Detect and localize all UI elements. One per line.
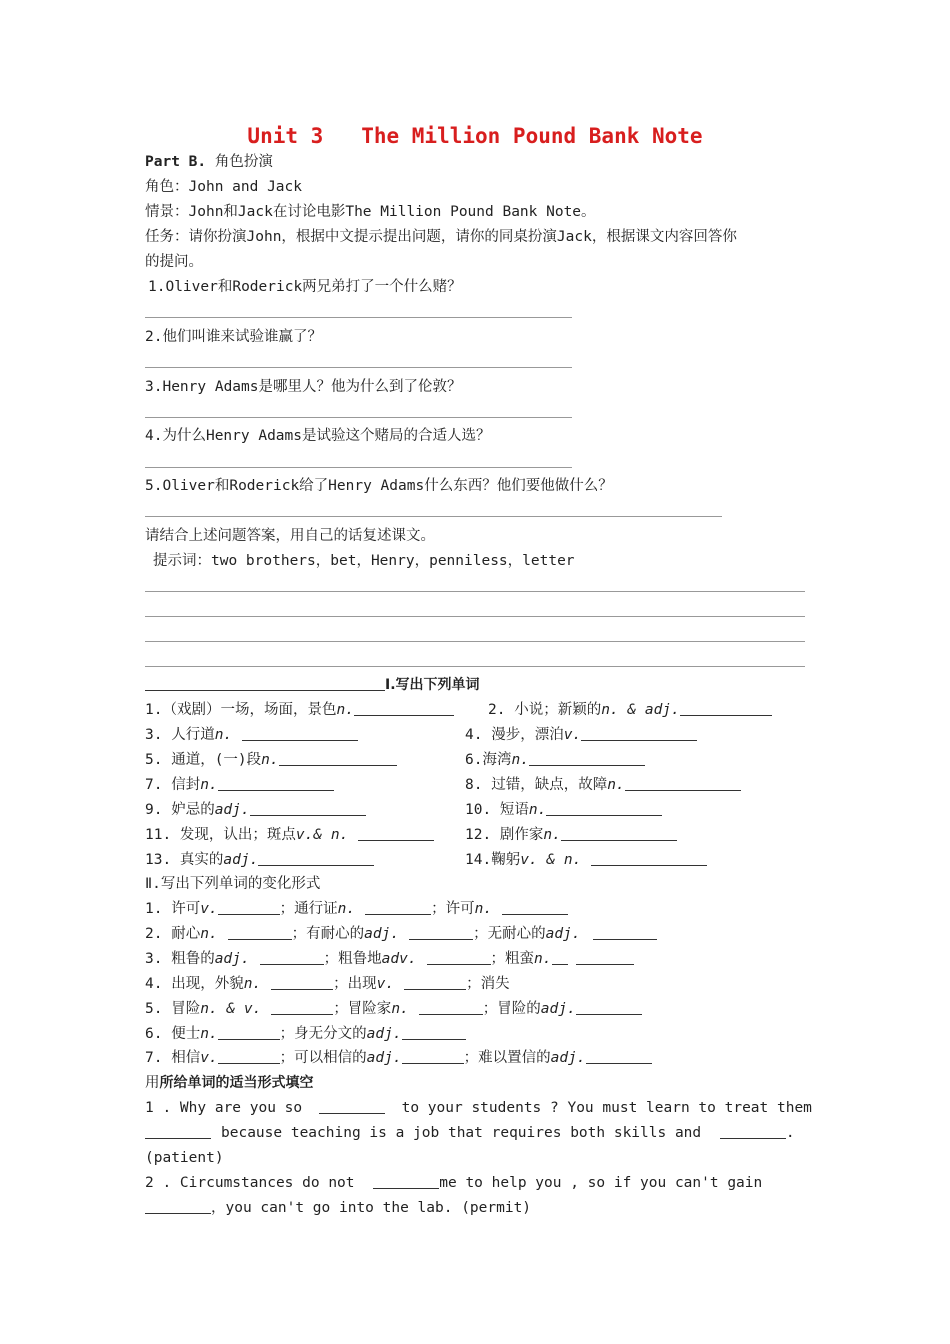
q2-blank-1[interactable] — [373, 1174, 439, 1189]
form-prompt: ；消失 — [466, 976, 510, 992]
form-pos: n. — [243, 976, 262, 992]
form-pos: adj. — [550, 1050, 586, 1066]
q2-blank-2[interactable] — [145, 1199, 211, 1214]
answer-line-5[interactable] — [145, 516, 722, 517]
question-3: 3.Henry Adams是哪里人？他为什么到了伦敦？ — [145, 379, 462, 395]
blank-12[interactable] — [561, 826, 677, 841]
q1-blank-1[interactable] — [319, 1099, 385, 1114]
word-item-9 — [145, 800, 366, 820]
form-row-2 — [145, 924, 657, 944]
page-title: Unit 3 The Million Pound Bank Note — [247, 124, 703, 148]
form-row-3 — [145, 949, 634, 969]
form-blank[interactable] — [271, 975, 333, 990]
word-prompt-14: 14.鞠躬 — [465, 852, 521, 868]
question-1: 1.Oliver和Roderick两兄弟打了一个什么赌？ — [148, 279, 462, 295]
blank-10[interactable] — [546, 801, 662, 816]
word-item-12 — [465, 825, 677, 845]
word-pos-6: n. — [511, 752, 529, 768]
word-prompt-4: 4. 漫步，漂泊 — [465, 727, 564, 743]
form-pos: adj. — [545, 926, 581, 942]
form-prompt: 3. 粗鲁的 — [145, 951, 215, 967]
form-pos: n. — [534, 951, 552, 967]
task-line-1: 任务：请你扮演John，根据中文提示提出问题，请你的同桌扮演Jack，根据课文内容回答你 — [145, 229, 737, 245]
scene-line: 情景：John和Jack在讨论电影The Million Pound Bank Note。 — [145, 204, 596, 220]
retell-line-2[interactable] — [145, 616, 805, 617]
q1-text-c: because teaching is a job that requires both skills and — [221, 1125, 702, 1141]
word-item-10 — [465, 800, 662, 820]
word-pos-11: v.& n. — [295, 827, 349, 843]
form-prompt: ；难以置信的 — [463, 1050, 551, 1066]
form-blank[interactable] — [427, 950, 491, 965]
word-item-4 — [465, 725, 697, 745]
word-item-7 — [145, 775, 334, 795]
question-2: 2.他们叫谁来试验谁赢了？ — [145, 329, 322, 345]
form-pos: v. — [200, 901, 218, 917]
q2-text-c: ，you can't go into the lab. (permit) — [211, 1200, 532, 1216]
form-prompt: ；粗蛮 — [490, 951, 535, 967]
answer-line-4[interactable] — [145, 467, 572, 468]
form-blank[interactable] — [404, 975, 466, 990]
form-pos: n. — [200, 1026, 218, 1042]
form-blank[interactable] — [502, 900, 568, 915]
form-pos: n. — [200, 926, 218, 942]
form-blank[interactable] — [552, 950, 568, 965]
blank-11[interactable] — [358, 826, 434, 841]
form-prompt: ；身无分文的 — [279, 1026, 367, 1042]
hint-words: 提示词：two brothers，bet，Henry，penniless，letter — [153, 553, 575, 569]
word-pos-13: adj. — [223, 852, 259, 868]
section-3-heading-prefix: 用 — [145, 1075, 160, 1091]
form-pos: n. & v. — [200, 1001, 262, 1017]
form-blank[interactable] — [576, 950, 634, 965]
word-prompt-11: 11. 发现，认出；斑点 — [145, 827, 296, 843]
form-row-5 — [145, 999, 642, 1019]
form-prompt: ；出现 — [333, 976, 377, 992]
form-blank[interactable] — [260, 950, 324, 965]
answer-line-3[interactable] — [145, 417, 572, 418]
form-pos: n. — [391, 1001, 409, 1017]
part-b-heading — [145, 152, 273, 172]
word-prompt-1: 1.（戏剧）一场，场面，景色 — [145, 702, 337, 718]
blank-8[interactable] — [625, 776, 741, 791]
word-pos-4: v. — [563, 727, 582, 743]
heading-underline — [145, 676, 385, 691]
word-pos-9: adj. — [214, 802, 250, 818]
word-pos-3: n. — [214, 727, 233, 743]
form-pos: adv. — [381, 951, 417, 967]
blank-9[interactable] — [250, 801, 366, 816]
form-row-4 — [145, 974, 510, 994]
fill-q2-line1 — [145, 1173, 762, 1193]
part-b-label: Part B. — [145, 154, 207, 170]
blank-7[interactable] — [218, 776, 334, 791]
word-prompt-3: 3. 人行道 — [145, 727, 215, 743]
form-blank[interactable] — [586, 1049, 652, 1064]
form-pos: adj. — [366, 1026, 402, 1042]
retell-instruction: 请结合上述问题答案，用自己的话复述课文。 — [145, 528, 435, 544]
form-pos: adj. — [364, 926, 400, 942]
form-blank[interactable] — [218, 1025, 280, 1040]
form-prompt: 2. 耐心 — [145, 926, 201, 942]
answer-line-2[interactable] — [145, 367, 572, 368]
form-row-7 — [145, 1048, 652, 1068]
word-pos-10: n. — [528, 802, 547, 818]
word-prompt-12: 12. 剧作家 — [465, 827, 544, 843]
blank-6[interactable] — [529, 751, 645, 766]
retell-line-1[interactable] — [145, 591, 805, 592]
form-prompt: ；许可 — [431, 901, 475, 917]
word-item-6 — [465, 750, 645, 770]
word-item-8 — [465, 775, 741, 795]
blank-3[interactable] — [242, 726, 358, 741]
fill-q1-line2 — [145, 1123, 795, 1143]
form-blank[interactable] — [218, 900, 280, 915]
form-prompt: ；冒险的 — [482, 1001, 541, 1017]
form-prompt: ；无耐心的 — [473, 926, 546, 942]
form-prompt: ；可以相信的 — [279, 1050, 367, 1066]
form-blank[interactable] — [271, 1000, 333, 1015]
word-prompt-13: 13. 真实的 — [145, 852, 224, 868]
word-pos-1: n. — [336, 702, 354, 718]
form-pos: adj. — [366, 1050, 402, 1066]
word-pos-7: n. — [200, 777, 218, 793]
word-pos-14: v. & n. — [520, 852, 582, 868]
form-row-1 — [145, 899, 568, 919]
form-prompt: ；有耐心的 — [291, 926, 365, 942]
form-row-6 — [145, 1024, 466, 1044]
form-blank[interactable] — [365, 900, 431, 915]
form-prompt: 4. 出现，外貌 — [145, 976, 244, 992]
section-3-heading-text: 所给单词的适当形式填空 — [159, 1075, 314, 1091]
form-prompt: 1. 许可 — [145, 901, 201, 917]
word-item-14 — [465, 850, 707, 870]
blank-4[interactable] — [581, 726, 697, 741]
blank-14[interactable] — [591, 851, 707, 866]
answer-line-1[interactable] — [145, 317, 572, 318]
part-b-label-cn: 角色扮演 — [214, 154, 273, 170]
roles-line: 角色：John and Jack — [145, 179, 302, 195]
form-pos: n. — [474, 901, 493, 917]
fill-q2-line2 — [145, 1198, 531, 1218]
word-prompt-6: 6.海湾 — [465, 752, 512, 768]
word-item-1 — [145, 700, 454, 720]
word-item-5 — [145, 750, 397, 770]
fill-q1-line1 — [145, 1098, 812, 1118]
blank-13[interactable] — [258, 851, 374, 866]
section-3-heading — [145, 1073, 314, 1093]
section-1-heading-row — [145, 675, 480, 695]
form-pos: adj. — [214, 951, 250, 967]
q2-text-b: me to help you , so if you can't gain — [439, 1175, 763, 1191]
blank-2[interactable] — [680, 701, 772, 716]
form-blank[interactable] — [409, 925, 473, 940]
word-prompt-10: 10. 短语 — [465, 802, 529, 818]
form-pos: n. — [337, 901, 356, 917]
question-5: 5.Oliver和Roderick给了Henry Adams什么东西？他们要他做什么？ — [145, 478, 613, 494]
blank-1[interactable] — [354, 701, 454, 716]
form-prompt: ；通行证 — [279, 901, 338, 917]
word-item-3 — [145, 725, 358, 745]
word-pos-8: n. — [607, 777, 625, 793]
word-prompt-8: 8. 过错，缺点，故障 — [465, 777, 608, 793]
retell-line-3[interactable] — [145, 641, 805, 642]
form-pos: adj. — [540, 1001, 576, 1017]
form-blank[interactable] — [419, 1000, 483, 1015]
task-line-2: 的提问。 — [145, 254, 203, 270]
form-blank[interactable] — [402, 1025, 466, 1040]
question-4: 4.为什么Henry Adams是试验这个赌局的合适人选？ — [145, 428, 491, 444]
form-blank[interactable] — [576, 1000, 642, 1015]
word-pos-2: n. & adj. — [601, 702, 680, 718]
section-2-heading: Ⅱ.写出下列单词的变化形式 — [145, 876, 321, 892]
form-prompt: 6. 便士 — [145, 1026, 201, 1042]
q1-text-a: 1 . Why are you so — [145, 1100, 303, 1116]
section-1-heading: Ⅰ.写出下列单词 — [385, 677, 480, 693]
word-item-11 — [145, 825, 434, 845]
word-item-13 — [145, 850, 374, 870]
fill-q1-hint: (patient) — [145, 1150, 224, 1166]
q1-blank-3[interactable] — [720, 1124, 786, 1139]
word-pos-5: n. — [261, 752, 279, 768]
form-pos: v. — [200, 1050, 218, 1066]
word-prompt-7: 7. 信封 — [145, 777, 201, 793]
form-pos: v. — [376, 976, 395, 992]
form-prompt: ；粗鲁地 — [323, 951, 382, 967]
form-prompt: 5. 冒险 — [145, 1001, 201, 1017]
form-blank[interactable] — [593, 925, 657, 940]
word-prompt-5: 5. 通道，(一)段 — [145, 752, 262, 768]
retell-line-4[interactable] — [145, 666, 805, 667]
word-prompt-9: 9. 妒忌的 — [145, 802, 215, 818]
form-prompt: ；冒险家 — [333, 1001, 392, 1017]
q2-text-a: 2 . Circumstances do not — [145, 1175, 355, 1191]
word-pos-12: n. — [543, 827, 561, 843]
blank-5[interactable] — [279, 751, 397, 766]
q1-text-b: to your students ? You must learn to treat them — [401, 1100, 812, 1116]
word-prompt-2: 2. 小说；新颖的 — [488, 702, 602, 718]
form-blank[interactable] — [228, 925, 292, 940]
form-blank[interactable] — [402, 1049, 464, 1064]
word-item-2 — [488, 700, 772, 720]
form-blank[interactable] — [218, 1049, 280, 1064]
q1-blank-2[interactable] — [145, 1124, 211, 1139]
q1-period: . — [785, 1125, 795, 1141]
form-prompt: 7. 相信 — [145, 1050, 201, 1066]
